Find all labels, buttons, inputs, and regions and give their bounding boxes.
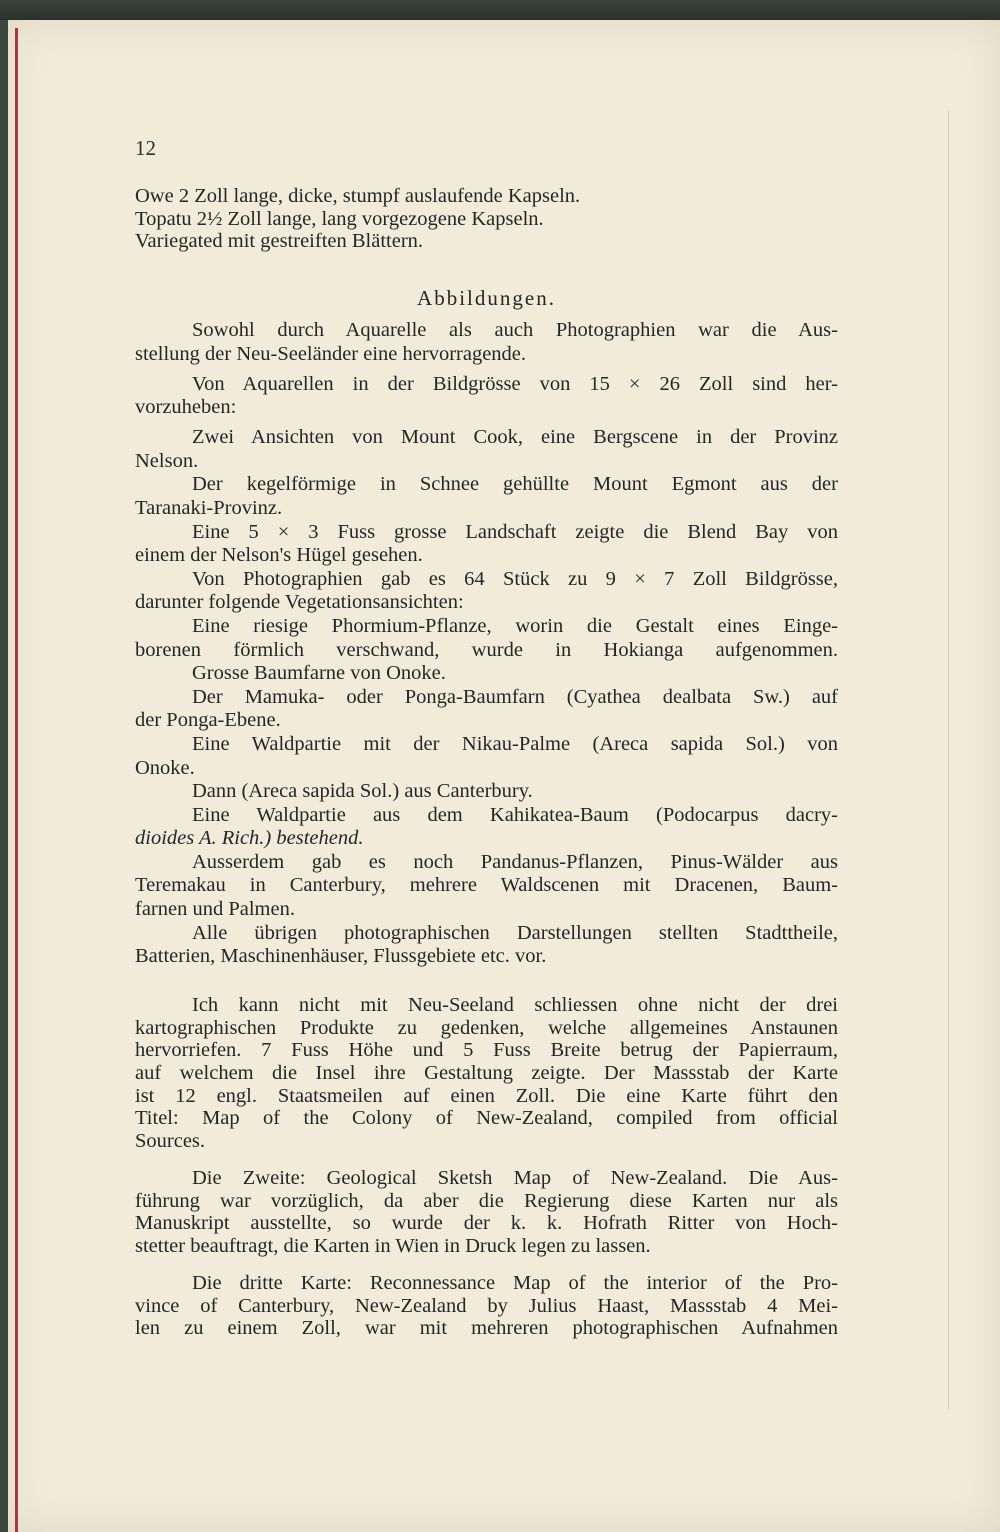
text-line: Von Photographien gab es 64 Stück zu 9 × 7 Zoll Bildgrösse, [192, 567, 838, 590]
illustrations-paragraphs [135, 319, 838, 969]
text-line: Der Mamuka- oder Ponga-Baumfarn (Cyathea dealbata Sw.) auf [192, 685, 838, 708]
text-line: ist 12 engl. Staatsmeilen auf einen Zoll. Die eine Karte führt den [135, 1084, 838, 1107]
text-line: Grosse Baumfarne von Onoke. [192, 662, 446, 685]
section-heading: Abbildungen. [417, 286, 556, 310]
text-line: Eine riesige Phormium-Pflanze, worin die Gestalt eines Einge- [192, 614, 838, 637]
text-line: Titel: Map of the Colony of New-Zealand, compiled from official [135, 1107, 838, 1130]
text-line: führung war vorzüglich, da aber die Regierung diese Karten nur als [135, 1189, 838, 1212]
text-line: Taranaki-Provinz. [135, 496, 283, 519]
book-cover-edge [0, 0, 1000, 22]
text-line: Manuskript ausstellte, so wurde der k. k. Hofrath Ritter von Hoch- [135, 1212, 838, 1235]
text-line: Eine Waldpartie aus dem Kahikatea-Baum (Podocarpus dacry- [192, 803, 838, 826]
text-line: Variegated mit gestreiften Blättern. [135, 230, 424, 253]
text-line: vorzuheben: [135, 396, 237, 419]
text-line: darunter folgende Vegetationsansichten: [135, 591, 464, 614]
text-line: Eine 5 × 3 Fuss grosse Landschaft zeigte die Blend Bay von [192, 520, 838, 543]
text-line: Dann (Areca sapida Sol.) aus Canterbury. [192, 780, 533, 803]
second-map-paragraph [135, 1167, 838, 1258]
text-line: dioides A. Rich.) bestehend. [135, 827, 364, 850]
text-line: Ausserdem gab es noch Pandanus-Pflanzen, Pinus-Wälder aus [192, 850, 838, 873]
text-line: auf welchem die Insel ihre Gestaltung zeigte. Der Massstab der Karte [135, 1062, 838, 1085]
text-line: Eine Waldpartie mit der Nikau-Palme (Areca sapida Sol.) von [192, 732, 838, 755]
text-line: stetter beauftragt, die Karten in Wien in Druck legen zu lassen. [135, 1235, 651, 1258]
red-margin-line [15, 28, 18, 1532]
plant-list [135, 185, 838, 253]
text-line: Sources. [135, 1130, 206, 1153]
page-fold [948, 110, 955, 1410]
text-line: stellung der Neu-Seeländer eine hervorragende. [135, 342, 527, 365]
text-line: borenen förmlich verschwand, wurde in Hokianga aufgenommen. [135, 638, 838, 661]
text-line: Onoke. [135, 756, 195, 779]
text-line: Nelson. [135, 449, 199, 472]
text-line: kartographischen Produkte zu gedenken, welche allgemeines Anstaunen [135, 1016, 838, 1039]
third-map-paragraph [135, 1272, 838, 1340]
text-line: der Ponga-Ebene. [135, 709, 281, 732]
text-line: Teremakau in Canterbury, mehrere Waldscenen mit Dracenen, Baum- [135, 874, 838, 897]
text-line: Owe 2 Zoll lange, dicke, stumpf auslaufende Kapseln. [135, 185, 581, 207]
text-line: Der kegelförmige in Schnee gehüllte Mount Egmont aus der [192, 473, 838, 496]
text-line: Sowohl durch Aquarelle als auch Photographien war die Aus- [192, 319, 838, 341]
text-line: hervorriefen. 7 Fuss Höhe und 5 Fuss Breite betrug der Papierraum, [135, 1039, 838, 1062]
text-line: Alle übrigen photographischen Darstellungen stellten Stadttheile, [192, 921, 838, 944]
text-line: Zwei Ansichten von Mount Cook, eine Bergscene in der Provinz [192, 426, 838, 449]
text-line: Topatu 2½ Zoll lange, lang vorgezogene Kapseln. [135, 207, 544, 230]
text-line: Batterien, Maschinenhäuser, Flussgebiete etc. vor. [135, 945, 547, 968]
text-line: einem der Nelson's Hügel gesehen. [135, 544, 423, 567]
text-line: Die Zweite: Geological Sketsh Map of New-Zealand. Die Aus- [192, 1167, 838, 1189]
text-line: Ich kann nicht mit Neu-Seeland schliessen ohne nicht der drei [192, 994, 838, 1016]
text-line: len zu einem Zoll, war mit mehreren photographischen Aufnahmen [135, 1317, 838, 1340]
text-line: farnen und Palmen. [135, 898, 295, 921]
page-number: 12 [135, 136, 156, 160]
text-line: vince of Canterbury, New-Zealand by Julius Haast, Massstab 4 Mei- [135, 1294, 838, 1317]
text-line: Von Aquarellen in der Bildgrösse von 15 × 26 Zoll sind her- [192, 372, 838, 395]
text-line: Die dritte Karte: Reconnessance Map of the interior of the Pro- [192, 1272, 838, 1294]
maps-paragraph [135, 994, 838, 1153]
